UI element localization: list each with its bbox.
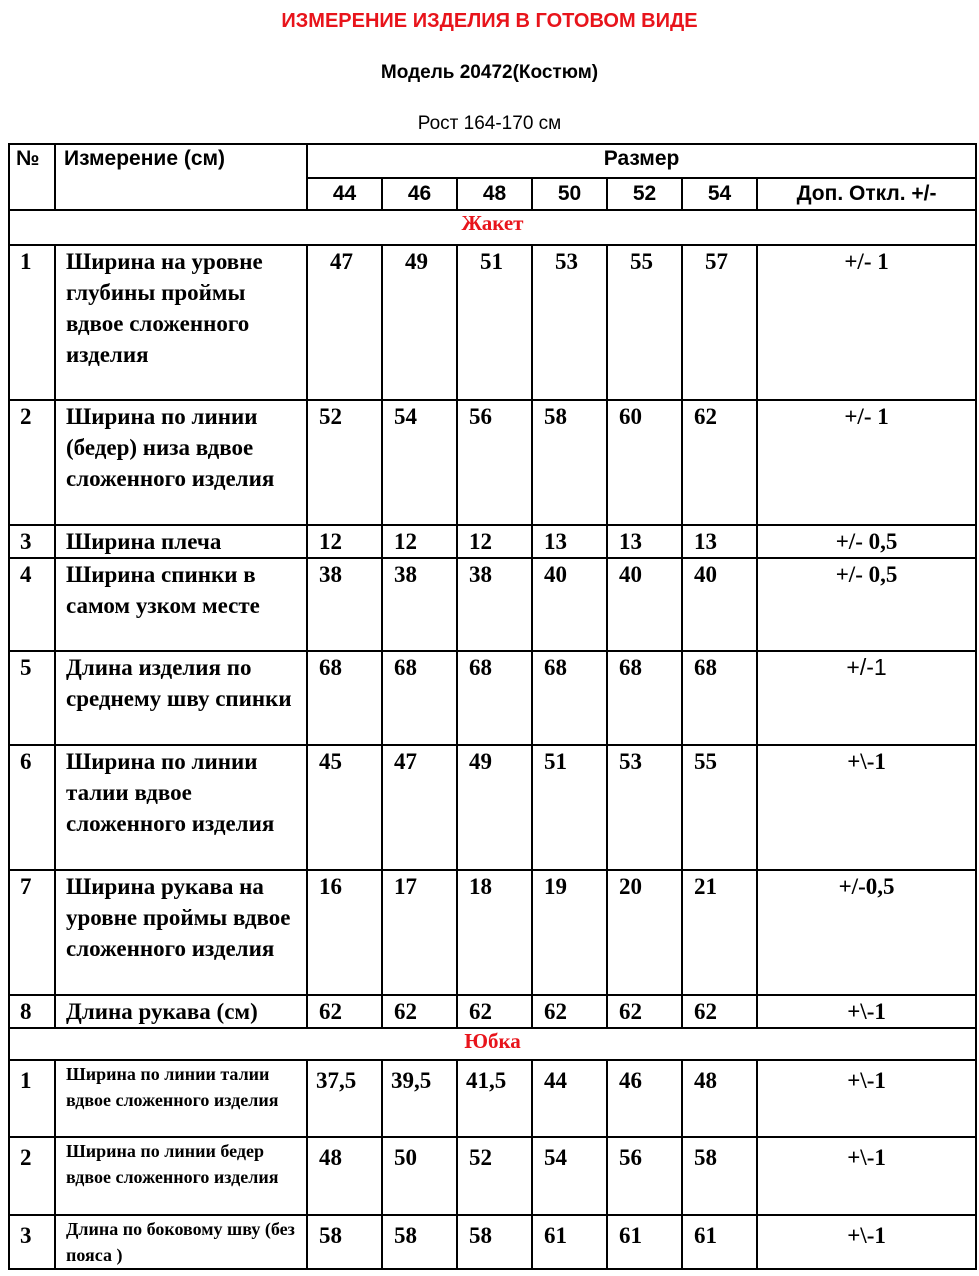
size-value: 68 <box>307 651 382 745</box>
tolerance-value: +\-1 <box>757 995 976 1028</box>
size-value: 61 <box>532 1215 607 1269</box>
size-value: 45 <box>307 745 382 870</box>
size-value: 68 <box>682 651 757 745</box>
size-value: 53 <box>532 245 607 400</box>
size-value: 19 <box>532 870 607 995</box>
measurement-name: Длина изделия по среднему шву спинки <box>55 651 307 745</box>
size-value: 13 <box>682 525 757 558</box>
size-value: 38 <box>307 558 382 651</box>
size-value: 47 <box>307 245 382 400</box>
table-row <box>9 558 976 651</box>
measurement-name: Ширина плеча <box>55 525 307 558</box>
row-number: 3 <box>9 525 55 558</box>
measurement-table <box>8 143 977 1270</box>
size-value: 58 <box>382 1215 457 1269</box>
size-value: 68 <box>382 651 457 745</box>
size-value: 52 <box>307 400 382 525</box>
size-header: 44 <box>307 178 382 210</box>
tolerance-value: +/- 1 <box>757 400 976 525</box>
size-value: 68 <box>607 651 682 745</box>
size-value: 12 <box>307 525 382 558</box>
measurement-name: Ширина по линии (бедер) низа вдвое сложенного изделия <box>55 400 307 525</box>
size-value: 16 <box>307 870 382 995</box>
measurement-name: Ширина рукава на уровне проймы вдвое сложенного изделия <box>55 870 307 995</box>
size-value: 49 <box>457 745 532 870</box>
size-value: 47 <box>382 745 457 870</box>
size-value: 37,5 <box>307 1060 382 1137</box>
size-value: 62 <box>682 995 757 1028</box>
measurement-name: Ширина по линии талии вдвое сложенного изделия <box>55 1060 307 1137</box>
size-value: 40 <box>532 558 607 651</box>
table-row <box>9 525 976 558</box>
table-row <box>9 400 976 525</box>
measurement-name: Ширина на уровне глубины проймы вдвое сложенного изделия <box>55 245 307 400</box>
size-value: 60 <box>607 400 682 525</box>
size-value: 62 <box>532 995 607 1028</box>
column-header-measurement: Измерение (см) <box>55 144 307 210</box>
table-row <box>9 1215 976 1269</box>
size-value: 38 <box>457 558 532 651</box>
tolerance-value: +/-0,5 <box>757 870 976 995</box>
size-value: 54 <box>382 400 457 525</box>
size-value: 56 <box>607 1137 682 1215</box>
size-header: 46 <box>382 178 457 210</box>
table-row <box>9 995 976 1028</box>
row-number: 4 <box>9 558 55 651</box>
model-label: Модель 20472(Костюм) <box>380 62 599 83</box>
tolerance-value: +\-1 <box>757 1137 976 1215</box>
table-row <box>9 745 976 870</box>
size-value: 46 <box>607 1060 682 1137</box>
size-value: 68 <box>532 651 607 745</box>
size-value: 44 <box>532 1060 607 1137</box>
size-value: 13 <box>607 525 682 558</box>
row-number: 5 <box>9 651 55 745</box>
tolerance-value: +/- 1 <box>757 245 976 400</box>
size-value: 52 <box>457 1137 532 1215</box>
size-value: 58 <box>457 1215 532 1269</box>
size-value: 58 <box>682 1137 757 1215</box>
measurement-name: Длина рукава (см) <box>55 995 307 1028</box>
measurement-name: Ширина по линии бедер вдвое сложенного изделия <box>55 1137 307 1215</box>
size-header: 52 <box>607 178 682 210</box>
column-header-number: № <box>9 144 55 210</box>
size-value: 12 <box>382 525 457 558</box>
size-value: 50 <box>382 1137 457 1215</box>
section-row-jacket <box>9 210 976 245</box>
height-label: Рост 164-170 см <box>417 113 562 134</box>
row-number: 1 <box>9 245 55 400</box>
section-title-skirt: Юбка <box>9 1028 976 1060</box>
tolerance-value: +\-1 <box>757 1060 976 1137</box>
size-value: 62 <box>307 995 382 1028</box>
document-title: ИЗМЕРЕНИЕ ИЗДЕЛИЯ В ГОТОВОМ ВИДЕ <box>281 10 698 32</box>
size-value: 62 <box>607 995 682 1028</box>
size-value: 55 <box>607 245 682 400</box>
table-row <box>9 1060 976 1137</box>
row-number: 6 <box>9 745 55 870</box>
size-value: 12 <box>457 525 532 558</box>
column-header-size: Размер <box>307 144 976 178</box>
row-number: 1 <box>9 1060 55 1137</box>
tolerance-value: +/- 0,5 <box>757 558 976 651</box>
size-value: 57 <box>682 245 757 400</box>
size-value: 58 <box>307 1215 382 1269</box>
section-title-jacket: Жакет <box>9 210 976 245</box>
size-value: 49 <box>382 245 457 400</box>
size-value: 38 <box>382 558 457 651</box>
size-value: 39,5 <box>382 1060 457 1137</box>
size-value: 40 <box>682 558 757 651</box>
size-value: 40 <box>607 558 682 651</box>
size-value: 48 <box>682 1060 757 1137</box>
row-number: 8 <box>9 995 55 1028</box>
size-value: 61 <box>682 1215 757 1269</box>
size-value: 62 <box>457 995 532 1028</box>
size-header: 54 <box>682 178 757 210</box>
size-value: 13 <box>532 525 607 558</box>
table-row <box>9 245 976 400</box>
size-value: 56 <box>457 400 532 525</box>
tolerance-value: +\-1 <box>757 1215 976 1269</box>
tolerance-value: +\-1 <box>757 745 976 870</box>
column-header-tolerance: Доп. Откл. +/- <box>757 178 976 210</box>
row-number: 7 <box>9 870 55 995</box>
row-number: 2 <box>9 400 55 525</box>
size-value: 62 <box>682 400 757 525</box>
size-value: 51 <box>532 745 607 870</box>
size-value: 41,5 <box>457 1060 532 1137</box>
size-header: 50 <box>532 178 607 210</box>
tolerance-value: +/-1 <box>757 651 976 745</box>
size-value: 55 <box>682 745 757 870</box>
size-value: 62 <box>382 995 457 1028</box>
section-row-skirt <box>9 1028 976 1060</box>
tolerance-value: +/- 0,5 <box>757 525 976 558</box>
size-value: 68 <box>457 651 532 745</box>
header-row <box>9 144 976 178</box>
size-header: 48 <box>457 178 532 210</box>
measurement-name: Ширина по линии талии вдвое сложенного изделия <box>55 745 307 870</box>
measurement-name: Длина по боковому шву (без пояса ) <box>55 1215 307 1269</box>
measurement-name: Ширина спинки в самом узком месте <box>55 558 307 651</box>
size-value: 48 <box>307 1137 382 1215</box>
size-value: 53 <box>607 745 682 870</box>
size-value: 51 <box>457 245 532 400</box>
size-value: 58 <box>532 400 607 525</box>
table-row <box>9 651 976 745</box>
table-row <box>9 1137 976 1215</box>
row-number: 3 <box>9 1215 55 1269</box>
size-value: 54 <box>532 1137 607 1215</box>
table-row <box>9 870 976 995</box>
size-value: 21 <box>682 870 757 995</box>
size-value: 17 <box>382 870 457 995</box>
size-value: 61 <box>607 1215 682 1269</box>
size-value: 18 <box>457 870 532 995</box>
row-number: 2 <box>9 1137 55 1215</box>
size-value: 20 <box>607 870 682 995</box>
